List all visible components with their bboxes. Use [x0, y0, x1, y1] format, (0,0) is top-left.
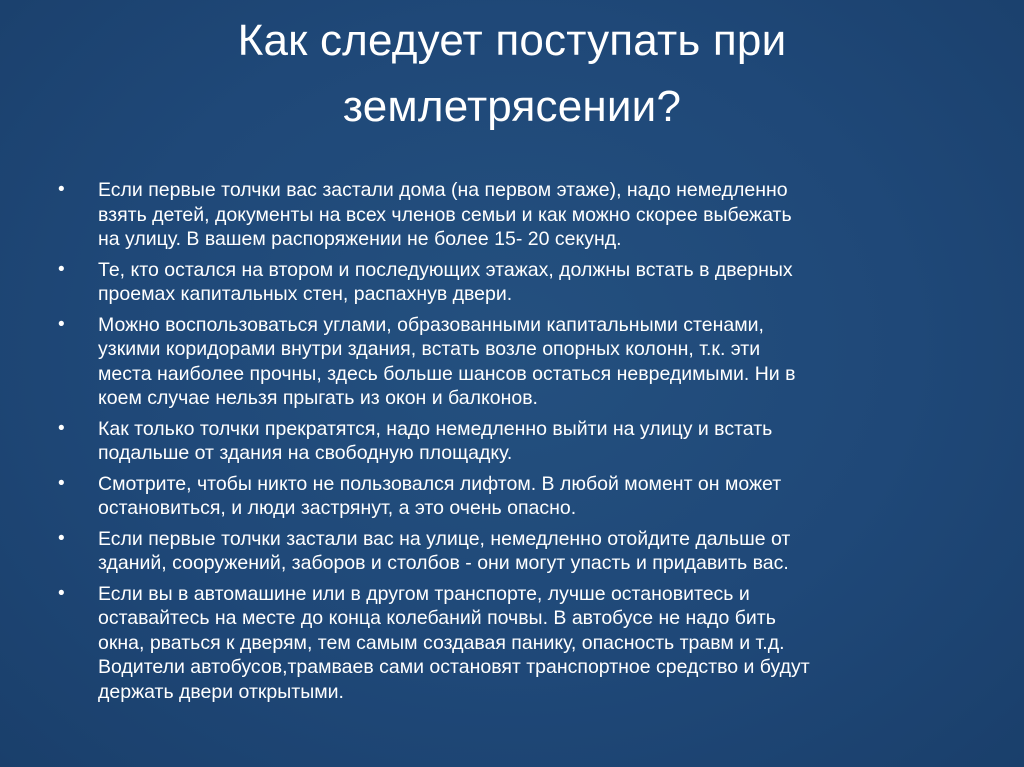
slide-title-line-2: землетрясении?	[342, 82, 682, 131]
bullet-icon: •	[58, 258, 65, 280]
bullet-text-line: подальше от здания на свободную площадку.	[98, 442, 513, 464]
slide-title-line-1: Как следует поступать при	[237, 16, 787, 65]
bullet-item-6	[58, 527, 978, 576]
bullet-text-line: Те, кто остался на втором и последующих этажах, должны встать в дверных	[98, 258, 793, 281]
bullet-item-7	[58, 582, 978, 705]
bullet-text-line: зданий, сооружений, заборов и столбов - они могут упасть и придавить вас.	[98, 552, 789, 574]
bullet-text-line: Если вы в автомашине или в другом транспорте, лучше остановитесь и	[98, 582, 750, 605]
bullet-list	[58, 178, 978, 710]
bullet-text-line: Водители автобусов,трамваев сами остановят транспортное средство и будут	[98, 656, 810, 678]
bullet-text-line: Смотрите, чтобы никто не пользовался лифтом. В любой момент он может	[98, 472, 782, 495]
bullet-text-line: взять детей, документы на всех членов семьи и как можно скорее выбежать	[98, 203, 792, 226]
bullet-text-line: узкими коридорами внутри здания, встать возле опорных колонн, т.к. эти	[98, 338, 761, 360]
bullet-icon: •	[58, 472, 65, 494]
slide-title	[60, 8, 964, 140]
bullet-item-4	[58, 417, 978, 466]
bullet-icon: •	[58, 179, 65, 200]
bullet-icon: •	[58, 417, 65, 439]
bullet-item-1	[58, 178, 978, 252]
bullet-text-line: Если первые толчки застали вас на улице, немедленно отойдите дальше от	[98, 527, 791, 550]
bullet-text-line: проемах капитальных стен, распахнув двери.	[98, 283, 513, 305]
bullet-text-line: коем случае нельзя прыгать из окон и балконов.	[98, 387, 538, 409]
bullet-text-line: места наиболее прочны, здесь больше шансов остаться невредимыми. Ни в	[98, 362, 796, 385]
bullet-text-line: Как только толчки прекратятся, надо немедленно выйти на улицу и встать	[98, 417, 773, 440]
bullet-icon: •	[58, 582, 65, 604]
bullet-icon: •	[58, 527, 65, 549]
bullet-item-2	[58, 258, 978, 307]
bullet-text-line: оставайтесь на месте до конца колебаний почвы. В автобусе не надо бить	[98, 607, 776, 629]
bullet-text-line: Можно воспользоваться углами, образованными капитальными стенами,	[98, 313, 764, 336]
bullet-text-line: окна, рваться к дверям, тем самым создавая панику, опасность травм и т.д.	[98, 631, 785, 654]
bullet-text-line: остановиться, и люди застрянут, а это очень опасно.	[98, 497, 577, 519]
bullet-item-3	[58, 313, 978, 411]
bullet-text-line: на улицу. В вашем распоряжении не более 15- 20 секунд.	[98, 228, 622, 250]
bullet-icon: •	[58, 313, 65, 335]
bullet-item-5	[58, 472, 978, 521]
bullet-text-line: Если первые толчки вас застали дома (на первом этаже), надо немедленно	[98, 179, 788, 201]
bullet-text-line: держать двери открытыми.	[98, 680, 344, 703]
